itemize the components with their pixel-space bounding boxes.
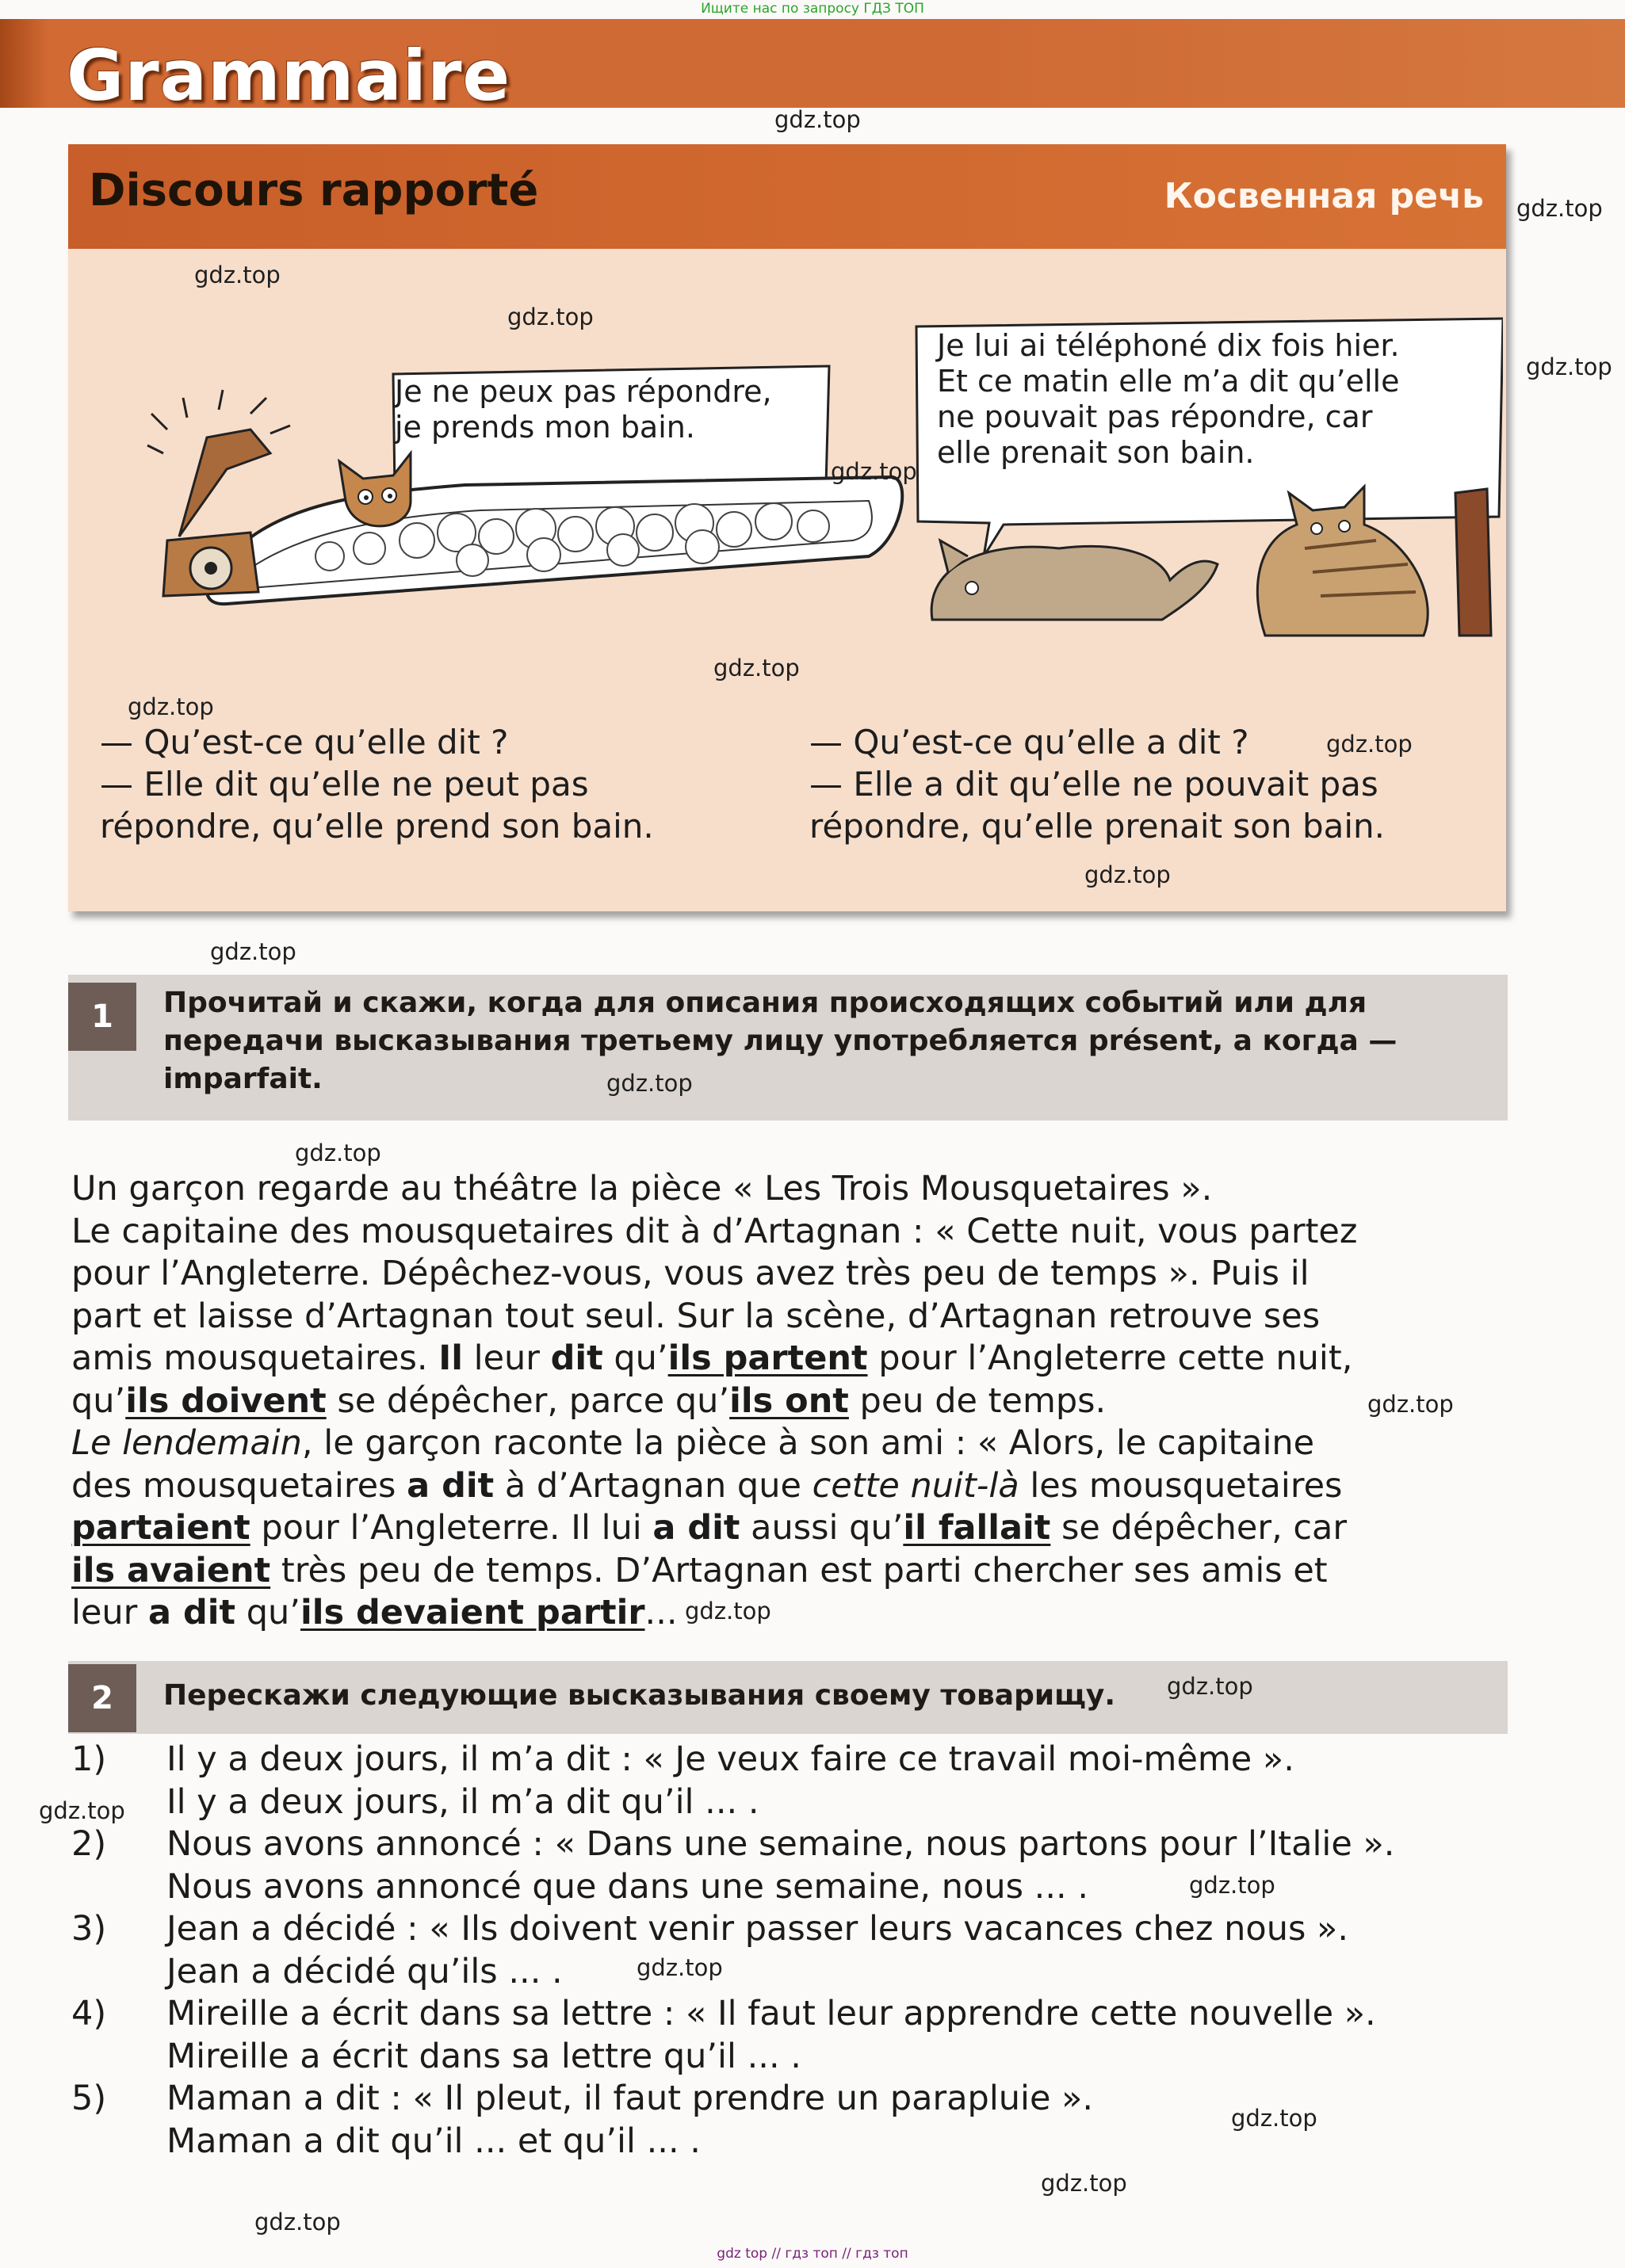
watermark: gdz.top xyxy=(254,2209,341,2236)
text-line: part et laisse d’Artagnan tout seul. Sur la scène, d’Artagnan retrouve ses xyxy=(71,1296,1321,1336)
exercise-list xyxy=(71,1739,1538,2163)
watermark: gdz.top xyxy=(685,1598,771,1625)
exercise-number: 4) xyxy=(71,1994,107,2033)
speech-bubble-right: Je lui ai téléphoné dix fois hier. Et ce matin elle m’a dit qu’elle ne pouvait pas répondre, car elle prenait son bain. xyxy=(937,328,1400,470)
watermark: gdz.top xyxy=(637,1954,723,1981)
rule-title-ru: Косвенная речь xyxy=(1164,176,1484,216)
exercise-item: 2) Nous avons annoncé : « Dans une semaine, nous partons pour l’Italie ». Nous avons annoncé que dans une semaine, nous ... . xyxy=(71,1824,1395,1907)
watermark: gdz.top xyxy=(1526,353,1612,380)
exercise-number: 3) xyxy=(71,1909,107,1949)
text-line: pour l’Angleterre. Dépêchez-vous, vous avez très peu de temps ». Puis il xyxy=(71,1254,1310,1293)
task-2-header xyxy=(68,1661,1508,1734)
rule-box xyxy=(68,144,1506,911)
exercise-item: 5) Maman a dit : « Il pleut, il faut prendre un parapluie ». Maman a dit qu’il ... et qu’il ... . xyxy=(71,2079,1094,2161)
rule-title: Discours rapporté xyxy=(89,165,539,216)
exercise-item: 3) Jean a décidé : « Ils doivent venir passer leurs vacances chez nous ». Jean a décidé qu’ils ... . xyxy=(71,1909,1349,1991)
task-1-header xyxy=(68,975,1508,1121)
speech-bubble-left: Je ne peux pas répondre, je prends mon bain. xyxy=(395,374,772,445)
watermark: gdz.top xyxy=(831,458,917,485)
watermark: gdz.top xyxy=(606,1070,693,1097)
exercise-number: 5) xyxy=(71,2079,107,2118)
watermark: gdz.top xyxy=(1167,1673,1253,1700)
text-line: qu’ils doivent se dépêcher, parce qu’ils ont peu de temps. xyxy=(71,1380,1107,1421)
text-line: amis mousquetaires. Il leur dit qu’ils partent pour l’Angleterre cette nuit, xyxy=(71,1338,1353,1378)
text-line: partaient pour l’Angleterre. Il lui a dit aussi qu’il fallait se dépêcher, car xyxy=(71,1508,1348,1548)
bottom-note: gdz top // гдз топ // гдз топ xyxy=(717,2246,908,2262)
text-line: Un garçon regarde au théâtre la pièce « Les Trois Mousquetaires ». xyxy=(71,1169,1213,1208)
rule-header xyxy=(68,144,1506,249)
page-title: Grammaire xyxy=(67,35,511,116)
text-line: Le lendemain, le garçon raconte la pièce à son ami : « Alors, le capitaine xyxy=(71,1423,1315,1463)
exercise-item: 4) Mireille a écrit dans sa lettre : « Il faut leur apprendre cette nouvelle ». Mireille a écrit dans sa lettre qu’il ... . xyxy=(71,1994,1376,2076)
text-line: Le capitaine des mousquetaires dit à d’Artagnan : « Cette nuit, vous partez xyxy=(71,1211,1358,1251)
top-note: Ищите нас по запросу ГДЗ ТОП xyxy=(701,1,924,17)
task-number: 2 xyxy=(68,1664,136,1732)
watermark: gdz.top xyxy=(774,106,861,133)
watermark: gdz.top xyxy=(39,1797,125,1824)
task-instruction: Прочитай и скажи, когда для описания происходящих событий или для передачи высказывания третьему лицу употребляется présent, а когда — imparfait. xyxy=(163,987,1398,1095)
text-line: leur a dit qu’ils devaient partir... xyxy=(71,1593,678,1632)
watermark: gdz.top xyxy=(507,304,594,330)
watermark: gdz.top xyxy=(1516,195,1603,222)
reading-text xyxy=(71,1168,1498,1635)
exercise-item: 1) Il y a deux jours, il m’a dit : « Je veux faire ce travail moi-même ». Il y a deux jours, il m’a dit qu’il ... . xyxy=(71,1739,1294,1822)
watermark: gdz.top xyxy=(713,655,800,682)
text-line: des mousquetaires a dit à d’Artagnan que cette nuit-là les mousquetaires xyxy=(71,1465,1343,1506)
exercise-number: 2) xyxy=(71,1824,107,1864)
watermark: gdz.top xyxy=(1367,1391,1454,1418)
watermark: gdz.top xyxy=(1084,861,1171,888)
watermark: gdz.top xyxy=(295,1140,381,1166)
task-instruction: Перескажи следующие высказывания своему товарищу. xyxy=(163,1679,1116,1712)
dialog-past: — Qu’est-ce qu’elle a dit ? — Elle a dit qu’elle ne pouvait pas répondre, qu’elle prenait son bain. xyxy=(809,723,1385,846)
watermark: gdz.top xyxy=(1231,2105,1317,2132)
text-line: ils avaient très peu de temps. D’Artagnan est parti chercher ses amis et xyxy=(71,1550,1328,1590)
watermark: gdz.top xyxy=(1041,2170,1127,2197)
watermark: gdz.top xyxy=(128,693,214,720)
watermark: gdz.top xyxy=(194,262,281,288)
watermark: gdz.top xyxy=(1189,1872,1275,1899)
watermark: gdz.top xyxy=(210,938,296,965)
exercise-number: 1) xyxy=(71,1739,107,1779)
watermark: gdz.top xyxy=(1326,731,1413,758)
dialog-present: — Qu’est-ce qu’elle dit ? — Elle dit qu’elle ne peut pas répondre, qu’elle prend son bain. xyxy=(100,723,654,846)
task-number: 1 xyxy=(68,983,136,1051)
